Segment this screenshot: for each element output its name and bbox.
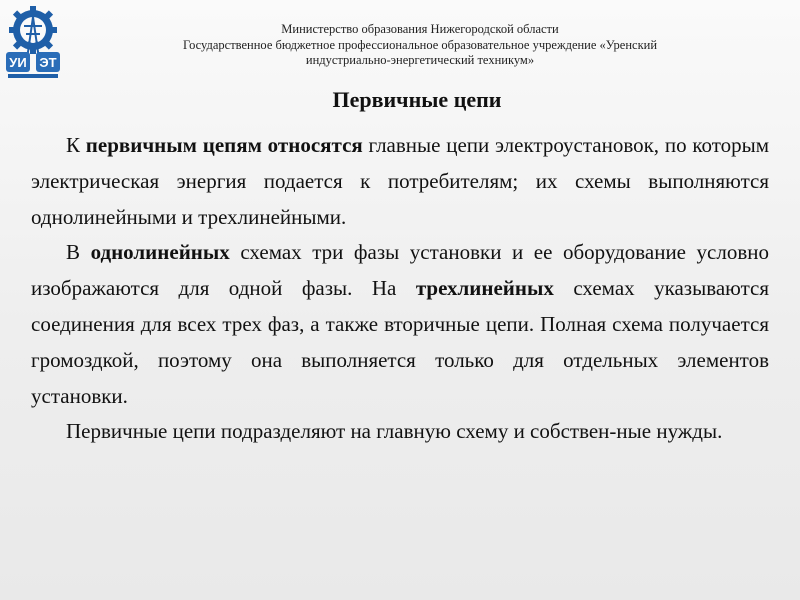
p3-text-1: Первичные цепи подразделяют на главную схему и собствен-ные нужды.	[66, 419, 723, 444]
paragraph-3	[31, 414, 769, 450]
logo-text-right: ЭТ	[39, 55, 57, 70]
p1-bold-1: первичным цепям относятся	[85, 133, 363, 157]
p1-text-2: главные цепи электроустановок, по которым электрическая энергия подается к потребителям; их схемы выполняются однолинейными и трехлинейными.	[31, 133, 769, 229]
paragraph-2	[31, 235, 769, 414]
body-text	[31, 128, 769, 450]
paragraph-1	[31, 128, 769, 235]
p2-text-3: схемах указываются соединения для всех трех фаз, а также вторичные цепи. Полная схема получается громоздкой, поэтому она выполняется только для отдельных элементов установки.	[31, 276, 769, 408]
p2-bold-2: трехлинейных	[415, 276, 554, 301]
p2-text-2: схемах три фазы установки и ее оборудование условно изображаются для одной фазы. На	[31, 240, 770, 301]
page-title: Первичные цепи	[332, 87, 502, 112]
college-logo	[4, 4, 62, 82]
p2-bold-1: однолинейных	[90, 240, 230, 265]
header-institution: Государственное бюджетное профессиональное образовательное учреждение «Уренский	[182, 37, 658, 52]
p2-text-1: В	[66, 240, 91, 265]
gear-tower-icon	[4, 4, 62, 82]
header	[120, 22, 720, 69]
logo-text-left: УИ	[9, 55, 27, 70]
p1-text-1: К	[66, 133, 86, 157]
header-ministry: Министерство образования Нижегородской области	[281, 22, 559, 36]
header-institution-cont: индустриально-энергетический техникум»	[305, 53, 535, 67]
